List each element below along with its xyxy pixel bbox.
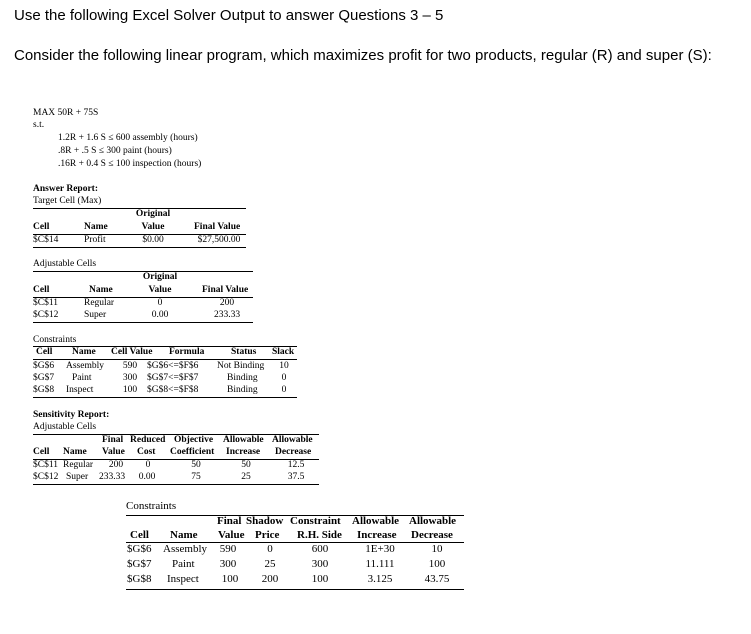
reduced-cost: 0.00	[138, 472, 156, 482]
cell-ref: $G$8	[33, 385, 55, 395]
final-value: 200	[219, 298, 235, 308]
col-header: Value	[148, 285, 172, 295]
divider	[33, 359, 297, 360]
answer-report-title: Answer Report:	[33, 184, 98, 194]
col-header: Shadow	[246, 515, 284, 527]
col-header: Decrease	[275, 447, 312, 457]
constraint-rhs: 600	[311, 543, 329, 555]
answer-constraints-title: Constraints	[33, 335, 77, 345]
col-header: Value	[218, 529, 245, 541]
allowable-increase: 1E+30	[365, 543, 395, 555]
allowable-decrease: 10	[431, 543, 443, 555]
status: Binding	[227, 373, 258, 383]
divider	[33, 322, 253, 323]
cell-name: Regular	[84, 298, 115, 308]
cell-value: 590	[122, 361, 138, 371]
question-heading: Use the following Excel Solver Output to answer Questions 3 – 5	[14, 7, 444, 24]
cell-ref: $G$7	[127, 558, 152, 570]
final-value: 233.33	[213, 310, 241, 320]
cell-name: Assembly	[163, 543, 207, 555]
allowable-increase: 3.125	[367, 573, 393, 585]
cell-name: Paint	[172, 558, 195, 570]
cell-ref: $G$8	[127, 573, 152, 585]
original-value: 0	[157, 298, 163, 308]
final-value: 200	[108, 460, 124, 470]
sensitivity-report-title: Sensitivity Report:	[33, 410, 110, 420]
cell-ref: $C$12	[33, 310, 59, 320]
formula: $G$6<=$F$6	[147, 361, 199, 371]
objective-function: MAX 50R + 75S	[33, 108, 99, 118]
col-header: Constraint	[290, 515, 341, 527]
constraint-assembly: 1.2R + 1.6 S ≤ 600 assembly (hours)	[58, 133, 198, 143]
divider	[126, 589, 464, 590]
constraint-inspection: .16R + 0.4 S ≤ 100 inspection (hours)	[58, 159, 202, 169]
shadow-price: 25	[264, 558, 276, 570]
col-header: Allowable	[223, 435, 264, 445]
col-header: Cell	[130, 529, 149, 541]
cell-ref: $G$6	[127, 543, 152, 555]
allowable-decrease: 43.75	[424, 573, 450, 585]
col-header: Final Value	[202, 285, 249, 295]
cell-ref: $G$6	[33, 361, 55, 371]
allowable-increase: 50	[241, 460, 251, 470]
col-header: Allowable	[352, 515, 400, 527]
col-header: Increase	[226, 447, 261, 457]
slack: 0	[281, 385, 287, 395]
col-header: Allowable	[272, 435, 313, 445]
allowable-decrease: 12.5	[287, 460, 305, 470]
col-header: Reduced	[130, 435, 166, 445]
cell-name: Paint	[72, 373, 92, 383]
objective-coefficient: 50	[191, 460, 201, 470]
col-header: Name	[170, 529, 198, 541]
col-header: Value	[141, 222, 165, 232]
col-header: Original	[142, 272, 178, 282]
question-prompt: Consider the following linear program, which maximizes profit for two products, regular (R) and super (S):	[14, 47, 712, 64]
col-header: Price	[255, 529, 280, 541]
col-header: Final Value	[194, 222, 241, 232]
shadow-price: 200	[261, 573, 279, 585]
col-header: Final	[102, 435, 124, 445]
col-header: Value	[102, 447, 125, 457]
cell-ref: $C$14	[33, 235, 59, 245]
status: Not Binding	[217, 361, 265, 371]
col-header: Cell	[33, 285, 50, 295]
col-header: Slack	[272, 347, 295, 357]
col-header: Name	[89, 285, 113, 295]
formula: $G$8<=$F$8	[147, 385, 199, 395]
cell-ref: $C$12	[33, 472, 59, 482]
shadow-price: 0	[267, 543, 273, 555]
col-header: Increase	[357, 529, 397, 541]
cell-ref: $C$11	[33, 460, 58, 470]
allowable-increase: 11.111	[365, 558, 395, 570]
col-header: Final	[217, 515, 242, 527]
formula: $G$7<=$F$7	[147, 373, 199, 383]
constraint-paint: .8R + .5 S ≤ 300 paint (hours)	[58, 146, 172, 156]
cell-value: 100	[122, 385, 138, 395]
col-header: Cell Value	[111, 347, 153, 357]
original-value: $0.00	[142, 235, 164, 245]
subject-to-label: s.t.	[33, 120, 45, 130]
col-header: R.H. Side	[297, 529, 342, 541]
reduced-cost: 0	[145, 460, 151, 470]
slack: 0	[281, 373, 287, 383]
col-header: Allowable	[409, 515, 457, 527]
cell-ref: $G$7	[33, 373, 55, 383]
status: Binding	[227, 385, 258, 395]
slack: 10	[279, 361, 289, 371]
col-header: Decrease	[411, 529, 453, 541]
col-header: Cell	[36, 347, 53, 357]
cell-name: Regular	[63, 460, 94, 470]
cell-name: Profit	[84, 235, 106, 245]
sensitivity-constraints-title: Constraints	[126, 500, 177, 512]
cell-name: Assembly	[66, 361, 104, 371]
divider	[33, 397, 297, 398]
col-header: Coefficient	[170, 447, 215, 457]
col-header: Objective	[174, 435, 214, 445]
col-header: Name	[63, 447, 87, 457]
cell-name: Super	[84, 310, 107, 320]
original-value: 0.00	[151, 310, 169, 320]
col-header: Cost	[137, 447, 156, 457]
cell-value: 300	[122, 373, 138, 383]
col-header: Name	[72, 347, 96, 357]
adjustable-cells-title: Adjustable Cells	[33, 259, 97, 269]
allowable-decrease: 100	[428, 558, 446, 570]
divider	[33, 484, 319, 485]
target-cell-title: Target Cell (Max)	[33, 196, 102, 206]
cell-name: Super	[66, 472, 89, 482]
col-header: Formula	[169, 347, 205, 357]
constraint-rhs: 300	[311, 558, 329, 570]
divider	[33, 247, 246, 248]
allowable-decrease: 37.5	[287, 472, 305, 482]
final-value: $27,500.00	[197, 235, 241, 245]
col-header: Original	[135, 209, 171, 219]
constraint-rhs: 100	[311, 573, 329, 585]
final-value: 300	[219, 558, 237, 570]
cell-name: Inspect	[167, 573, 199, 585]
col-header: Status	[231, 347, 257, 357]
final-value: 233.33	[98, 472, 126, 482]
sensitivity-adjustable-title: Adjustable Cells	[33, 422, 97, 432]
objective-coefficient: 75	[191, 472, 201, 482]
col-header: Cell	[33, 447, 50, 457]
final-value: 100	[221, 573, 239, 585]
cell-name: Inspect	[66, 385, 94, 395]
cell-ref: $C$11	[33, 298, 58, 308]
col-header: Cell	[33, 222, 50, 232]
final-value: 590	[219, 543, 237, 555]
allowable-increase: 25	[241, 472, 251, 482]
col-header: Name	[84, 222, 108, 232]
